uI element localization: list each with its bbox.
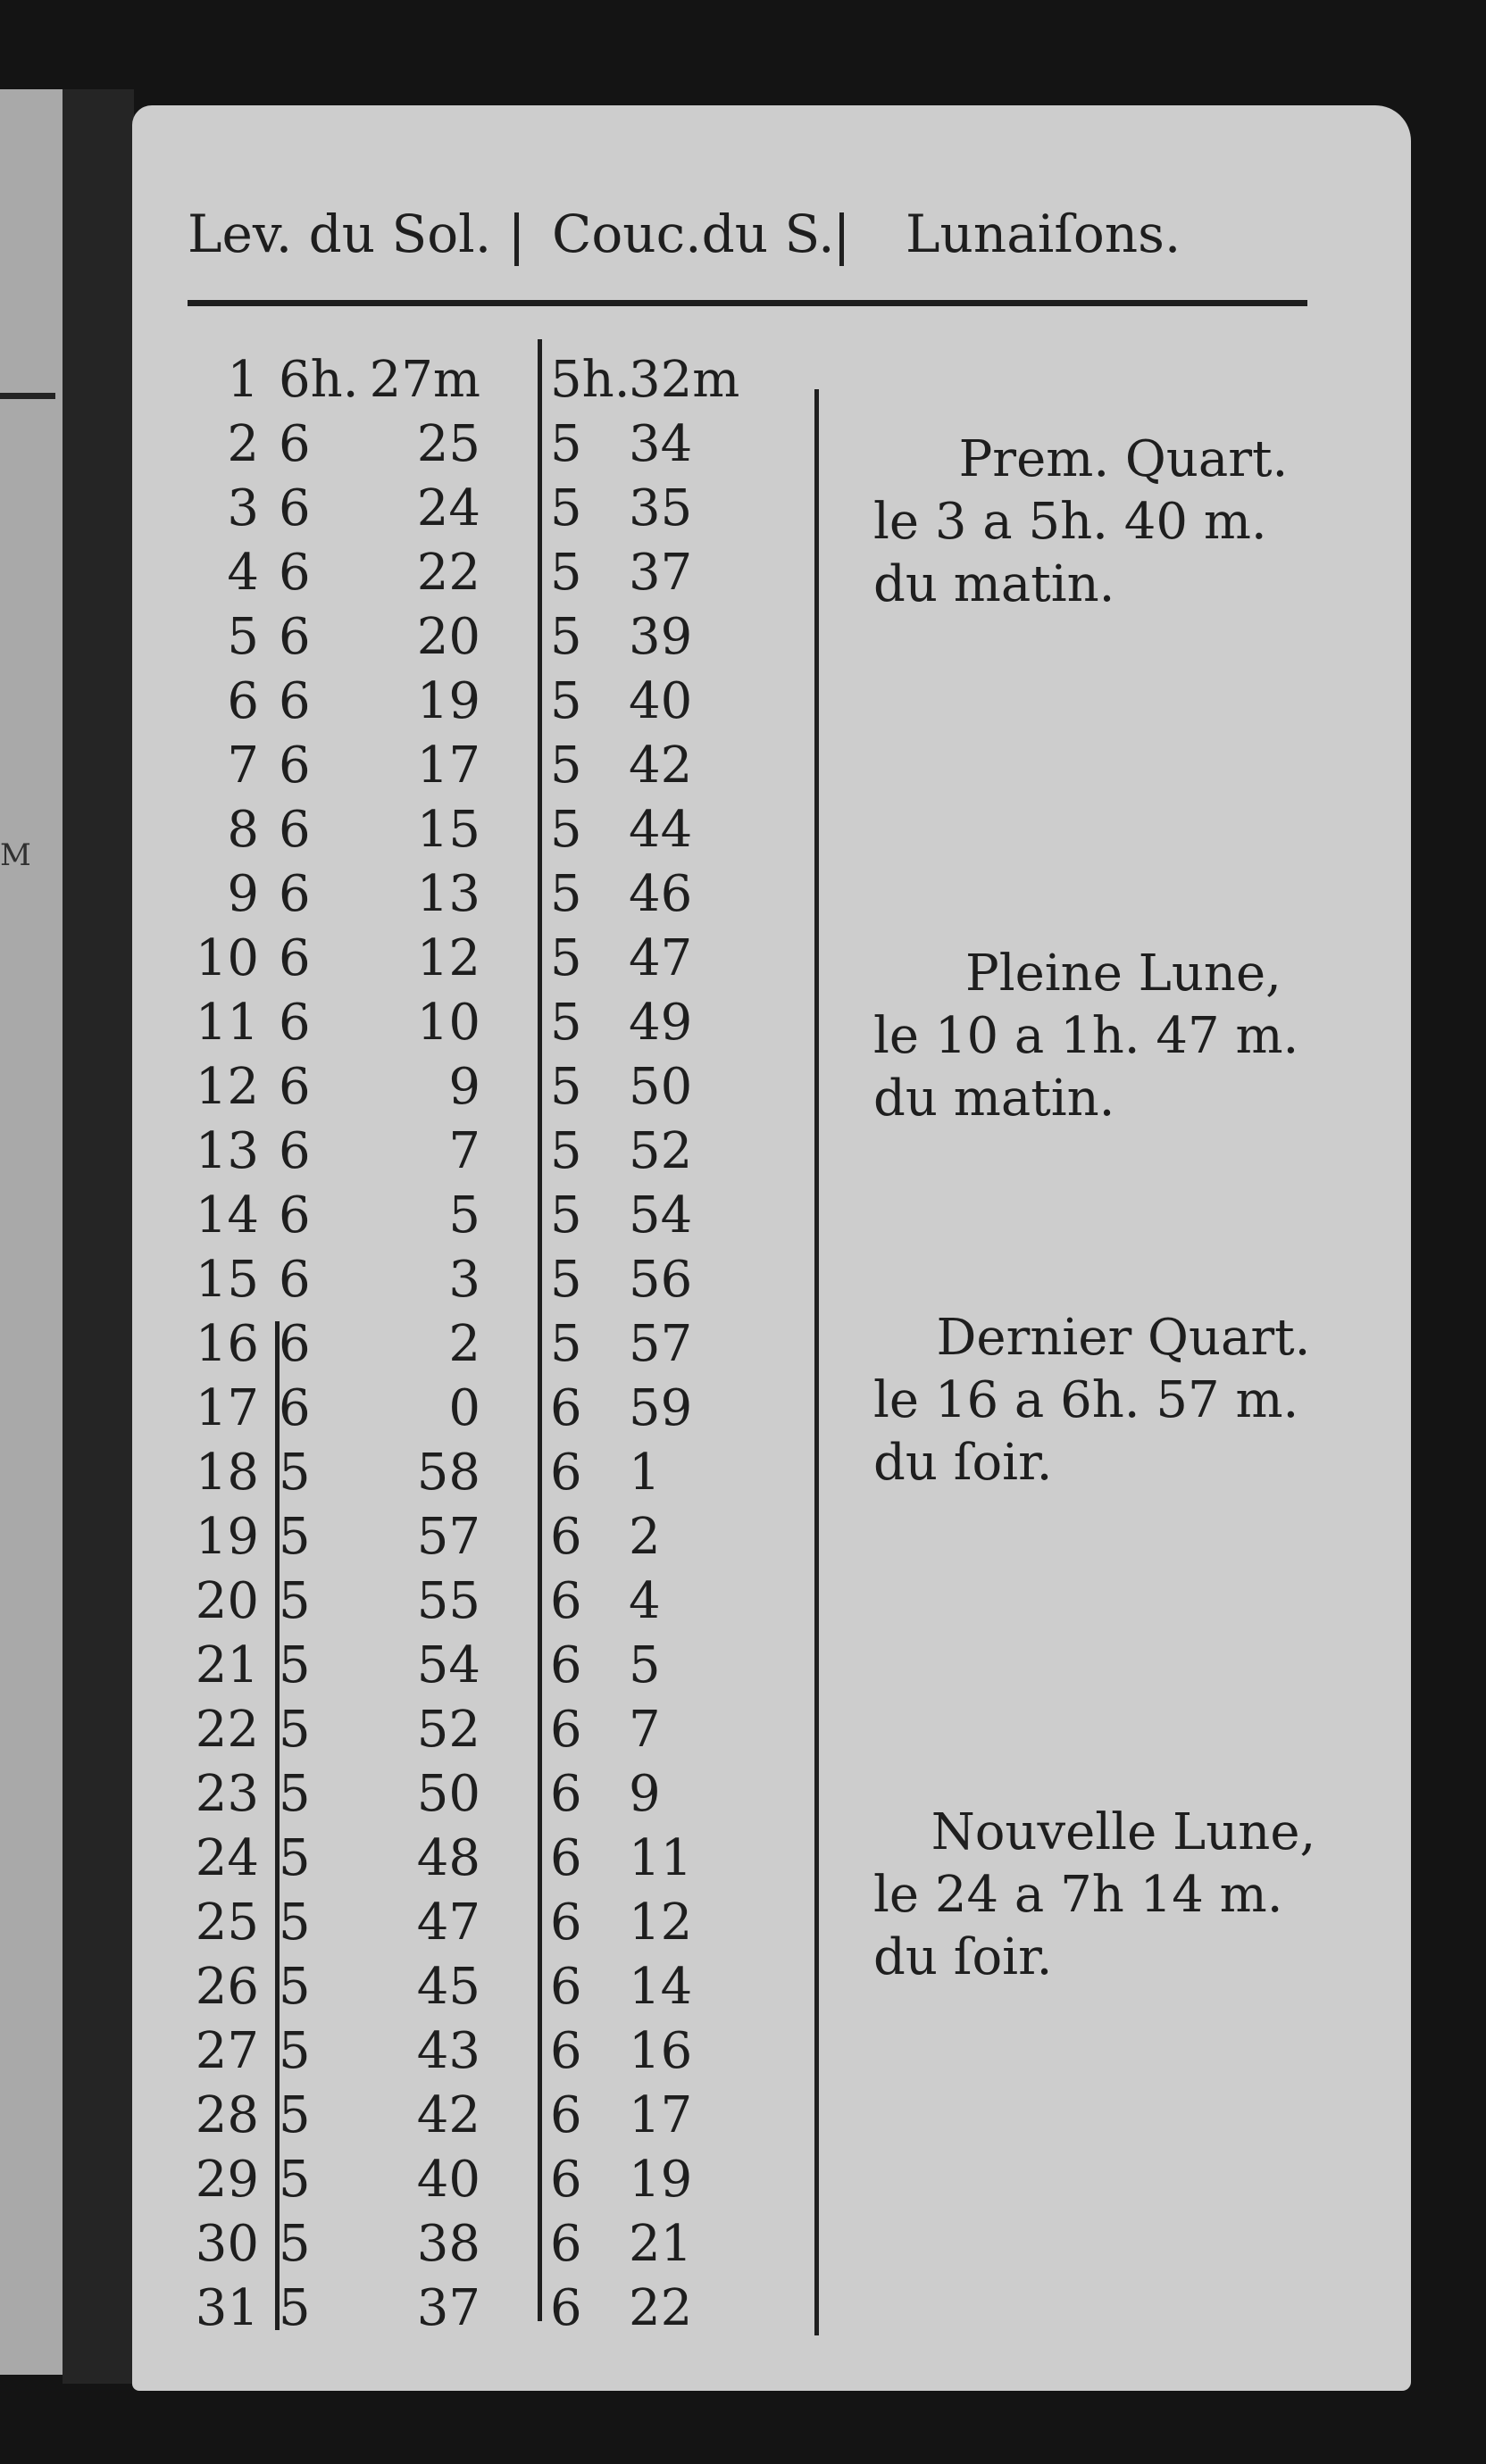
sun-times-table xyxy=(132,348,811,2341)
sunrise-hour: 6 xyxy=(279,479,311,537)
sunrise-minute: 40 xyxy=(416,2151,480,2209)
sunset-hour: 5 xyxy=(550,479,582,537)
sunrise-minute: 25 xyxy=(416,415,480,473)
table-row xyxy=(132,1312,811,1377)
sunset-minute: 54 xyxy=(629,1186,693,1244)
header-separator xyxy=(839,212,844,266)
sunrise-hour: 6 xyxy=(279,608,311,666)
sunset-minute: 2 xyxy=(629,1508,661,1566)
phase-title: Nouvelle Lune, xyxy=(931,1803,1316,1861)
sunset-hour: 5 xyxy=(550,929,582,987)
sunset-minute: 47 xyxy=(629,929,693,987)
sunset-minute: 59 xyxy=(629,1379,693,1437)
sunset-hour: 5 xyxy=(550,1058,582,1116)
sunset-minute: 49 xyxy=(629,994,693,1052)
sunset-minute: 22 xyxy=(629,2279,693,2337)
table-row xyxy=(132,1505,811,1569)
sunrise-hour: 5 xyxy=(279,1958,311,2016)
sunrise-hour: 5 xyxy=(279,1572,311,1630)
phase-title: Prem. Quart. xyxy=(958,430,1289,488)
sunrise-minute: 0 xyxy=(448,1379,480,1437)
day-number: 11 xyxy=(195,994,259,1052)
sunset-hour: 6 xyxy=(550,2279,582,2337)
day-number: 29 xyxy=(195,2151,259,2209)
table-row xyxy=(132,670,811,734)
sunset-column-rule xyxy=(814,389,819,2335)
sunrise-hour: 6 xyxy=(279,415,311,473)
sunrise-minute: 22 xyxy=(416,544,480,602)
table-row xyxy=(132,1762,811,1827)
sunset-minute: 12 xyxy=(629,1894,693,1952)
sunset-hour: 6 xyxy=(550,1379,582,1437)
sunset-hour: 5 xyxy=(550,801,582,859)
sunset-minute: 21 xyxy=(629,2215,693,2273)
sunrise-minute: 5 xyxy=(448,1186,480,1244)
sunset-minute: 40 xyxy=(629,672,693,730)
day-number: 6 xyxy=(227,672,259,730)
sunrise-minute: 55 xyxy=(416,1572,480,1630)
moon-phase-entry xyxy=(873,1307,1373,1494)
table-row xyxy=(132,1634,811,1698)
header-separator xyxy=(514,212,519,266)
sunrise-minute: 9 xyxy=(448,1058,480,1116)
table-row xyxy=(132,1120,811,1184)
sunset-hour: 5 xyxy=(550,865,582,923)
table-row xyxy=(132,348,811,412)
sunset-hour: 5 xyxy=(550,737,582,795)
sunset-hour: 5 xyxy=(550,544,582,602)
sunrise-hour: 6 xyxy=(279,672,311,730)
sunrise-hour: 5 xyxy=(279,1701,311,1759)
sunrise-minute: 10 xyxy=(416,994,480,1052)
day-number: 22 xyxy=(195,1701,259,1759)
phase-title: Pleine Lune, xyxy=(965,945,1281,1003)
sunrise-minute: 13 xyxy=(416,865,480,923)
table-row xyxy=(132,412,811,477)
sunrise-hour: 6 xyxy=(279,544,311,602)
sunrise-hour: 6 xyxy=(279,801,311,859)
day-number: 25 xyxy=(195,1894,259,1952)
sunrise-minute: 12 xyxy=(416,929,480,987)
sunset-hour: 6 xyxy=(550,1508,582,1566)
day-number: 17 xyxy=(195,1379,259,1437)
sunset-minute: 35 xyxy=(629,479,693,537)
day-number: 3 xyxy=(227,479,259,537)
sunset-minute: 42 xyxy=(629,737,693,795)
sunset-minute: 32m xyxy=(629,351,740,409)
sunrise-minute: 19 xyxy=(416,672,480,730)
sunrise-hour: 5 xyxy=(279,1894,311,1952)
header-rule xyxy=(188,300,1307,306)
sunrise-hour: 6 xyxy=(279,1186,311,1244)
table-row xyxy=(132,798,811,862)
sunrise-minute: 27m xyxy=(369,351,480,409)
sunset-hour: 6 xyxy=(550,1701,582,1759)
sunset-hour: 6 xyxy=(550,2151,582,2209)
day-number: 31 xyxy=(195,2279,259,2337)
day-number: 13 xyxy=(195,1122,259,1180)
sunset-minute: 44 xyxy=(629,801,693,859)
phase-time-of-day: du matin. xyxy=(873,1070,1115,1128)
sunrise-hour: 5 xyxy=(279,2215,311,2273)
sunrise-minute: 48 xyxy=(416,1829,480,1887)
day-number: 1 xyxy=(227,351,259,409)
day-number: 23 xyxy=(195,1765,259,1823)
phase-time-of-day: du ſoir. xyxy=(873,1434,1053,1492)
sunrise-hour: 6 xyxy=(279,994,311,1052)
table-row xyxy=(132,927,811,991)
sunrise-minute: 38 xyxy=(416,2215,480,2273)
table-row xyxy=(132,862,811,927)
sunrise-hour: 6h. xyxy=(279,351,359,409)
sunset-hour: 5 xyxy=(550,1186,582,1244)
sunrise-minute: 45 xyxy=(416,1958,480,2016)
sunrise-hour: 6 xyxy=(279,929,311,987)
moon-phase-entry xyxy=(873,943,1373,1130)
table-row xyxy=(132,2148,811,2212)
sunset-hour: 6 xyxy=(550,2022,582,2080)
header-sunset: Couc.du S. xyxy=(552,204,835,264)
table-row xyxy=(132,734,811,798)
sunrise-minute: 47 xyxy=(416,1894,480,1952)
previous-page-rule xyxy=(0,393,55,399)
day-number: 9 xyxy=(227,865,259,923)
day-number: 15 xyxy=(195,1251,259,1309)
day-number: 14 xyxy=(195,1186,259,1244)
sunset-hour: 5 xyxy=(550,1315,582,1373)
sunrise-hour: 5 xyxy=(279,2086,311,2144)
sunset-minute: 34 xyxy=(629,415,693,473)
sunrise-hour: 6 xyxy=(279,865,311,923)
table-row xyxy=(132,605,811,670)
table-row xyxy=(132,991,811,1055)
sunset-minute: 14 xyxy=(629,1958,693,2016)
previous-page-letter: M xyxy=(0,837,31,873)
sunrise-hour: 6 xyxy=(279,1251,311,1309)
table-row xyxy=(132,1891,811,1955)
header-lunations: Lunaiſons. xyxy=(906,204,1181,264)
sunrise-minute: 43 xyxy=(416,2022,480,2080)
table-row xyxy=(132,477,811,541)
sunrise-minute: 50 xyxy=(416,1765,480,1823)
sunset-hour: 6 xyxy=(550,2215,582,2273)
day-number: 30 xyxy=(195,2215,259,2273)
sunset-minute: 16 xyxy=(629,2022,693,2080)
almanac-page xyxy=(132,105,1411,2391)
table-row xyxy=(132,1827,811,1891)
sunset-minute: 37 xyxy=(629,544,693,602)
sunset-minute: 19 xyxy=(629,2151,693,2209)
sunset-hour: 5 xyxy=(550,1122,582,1180)
day-number: 18 xyxy=(195,1444,259,1502)
sunset-hour: 5 xyxy=(550,608,582,666)
sunset-minute: 57 xyxy=(629,1315,693,1373)
sunrise-hour: 5 xyxy=(279,2279,311,2337)
table-row xyxy=(132,1055,811,1120)
sunset-hour: 6 xyxy=(550,1765,582,1823)
day-number: 27 xyxy=(195,2022,259,2080)
day-number: 7 xyxy=(227,737,259,795)
table-row xyxy=(132,1698,811,1762)
sunset-hour: 5h. xyxy=(550,351,630,409)
sunrise-minute: 54 xyxy=(416,1636,480,1694)
sunset-hour: 6 xyxy=(550,1636,582,1694)
sunset-minute: 4 xyxy=(629,1572,661,1630)
sunset-minute: 17 xyxy=(629,2086,693,2144)
sunset-minute: 39 xyxy=(629,608,693,666)
sunset-hour: 5 xyxy=(550,672,582,730)
sunrise-hour: 6 xyxy=(279,1379,311,1437)
sunrise-hour: 5 xyxy=(279,2151,311,2209)
book-gutter xyxy=(63,89,134,2384)
sunrise-minute: 57 xyxy=(416,1508,480,1566)
phase-title: Dernier Quart. xyxy=(936,1309,1311,1367)
sunrise-hour: 5 xyxy=(279,1636,311,1694)
sunrise-minute: 20 xyxy=(416,608,480,666)
header-sunrise: Lev. du Sol. xyxy=(188,204,492,264)
sunset-minute: 9 xyxy=(629,1765,661,1823)
sunrise-hour: 5 xyxy=(279,2022,311,2080)
day-number: 2 xyxy=(227,415,259,473)
day-number: 19 xyxy=(195,1508,259,1566)
table-row xyxy=(132,1184,811,1248)
table-row xyxy=(132,2084,811,2148)
day-number: 8 xyxy=(227,801,259,859)
sunset-minute: 5 xyxy=(629,1636,661,1694)
sunset-minute: 7 xyxy=(629,1701,661,1759)
day-number: 12 xyxy=(195,1058,259,1116)
day-number: 20 xyxy=(195,1572,259,1630)
sunrise-hour: 6 xyxy=(279,1315,311,1373)
sunset-hour: 6 xyxy=(550,1829,582,1887)
day-number: 21 xyxy=(195,1636,259,1694)
sunrise-minute: 7 xyxy=(448,1122,480,1180)
sunrise-hour: 5 xyxy=(279,1508,311,1566)
sunrise-minute: 15 xyxy=(416,801,480,859)
day-number: 10 xyxy=(195,929,259,987)
moon-phase-entry xyxy=(873,1802,1373,1989)
sunset-minute: 52 xyxy=(629,1122,693,1180)
sunset-hour: 5 xyxy=(550,1251,582,1309)
table-row xyxy=(132,1569,811,1634)
sunset-minute: 46 xyxy=(629,865,693,923)
table-row xyxy=(132,1248,811,1312)
phase-time-of-day: du ſoir. xyxy=(873,1928,1053,1986)
phase-date: le 24 a 7h 14 m. xyxy=(873,1866,1283,1924)
sunrise-hour: 6 xyxy=(279,737,311,795)
sunrise-hour: 5 xyxy=(279,1829,311,1887)
day-number: 5 xyxy=(227,608,259,666)
day-number: 24 xyxy=(195,1829,259,1887)
sunset-hour: 5 xyxy=(550,994,582,1052)
sunrise-minute: 58 xyxy=(416,1444,480,1502)
day-number: 26 xyxy=(195,1958,259,2016)
sunrise-minute: 3 xyxy=(448,1251,480,1309)
sunrise-minute: 42 xyxy=(416,2086,480,2144)
sunset-minute: 1 xyxy=(629,1444,661,1502)
phase-date: le 16 a 6h. 57 m. xyxy=(873,1371,1299,1429)
sunset-hour: 6 xyxy=(550,1572,582,1630)
table-row xyxy=(132,541,811,605)
sunrise-hour: 5 xyxy=(279,1444,311,1502)
sunset-hour: 5 xyxy=(550,415,582,473)
sunset-minute: 50 xyxy=(629,1058,693,1116)
sunrise-minute: 52 xyxy=(416,1701,480,1759)
sunset-minute: 56 xyxy=(629,1251,693,1309)
table-row xyxy=(132,2019,811,2084)
table-row xyxy=(132,1955,811,2019)
phase-time-of-day: du matin. xyxy=(873,555,1115,613)
table-row xyxy=(132,2277,811,2341)
sunrise-minute: 37 xyxy=(416,2279,480,2337)
sunset-hour: 6 xyxy=(550,1894,582,1952)
sunrise-hour: 6 xyxy=(279,1122,311,1180)
sunrise-hour: 6 xyxy=(279,1058,311,1116)
table-row xyxy=(132,1377,811,1441)
table-row xyxy=(132,2212,811,2277)
sunrise-hour: 5 xyxy=(279,1765,311,1823)
moon-phase-entry xyxy=(873,429,1373,616)
sunset-hour: 6 xyxy=(550,1444,582,1502)
phase-date: le 10 a 1h. 47 m. xyxy=(873,1007,1299,1065)
day-number: 16 xyxy=(195,1315,259,1373)
sunrise-minute: 24 xyxy=(416,479,480,537)
sunrise-minute: 2 xyxy=(448,1315,480,1373)
day-number: 28 xyxy=(195,2086,259,2144)
sunrise-minute: 17 xyxy=(416,737,480,795)
sunset-hour: 6 xyxy=(550,2086,582,2144)
phase-date: le 3 a 5h. 40 m. xyxy=(873,493,1267,551)
table-row xyxy=(132,1441,811,1505)
day-number: 4 xyxy=(227,544,259,602)
sunset-hour: 6 xyxy=(550,1958,582,2016)
sunset-minute: 11 xyxy=(629,1829,693,1887)
